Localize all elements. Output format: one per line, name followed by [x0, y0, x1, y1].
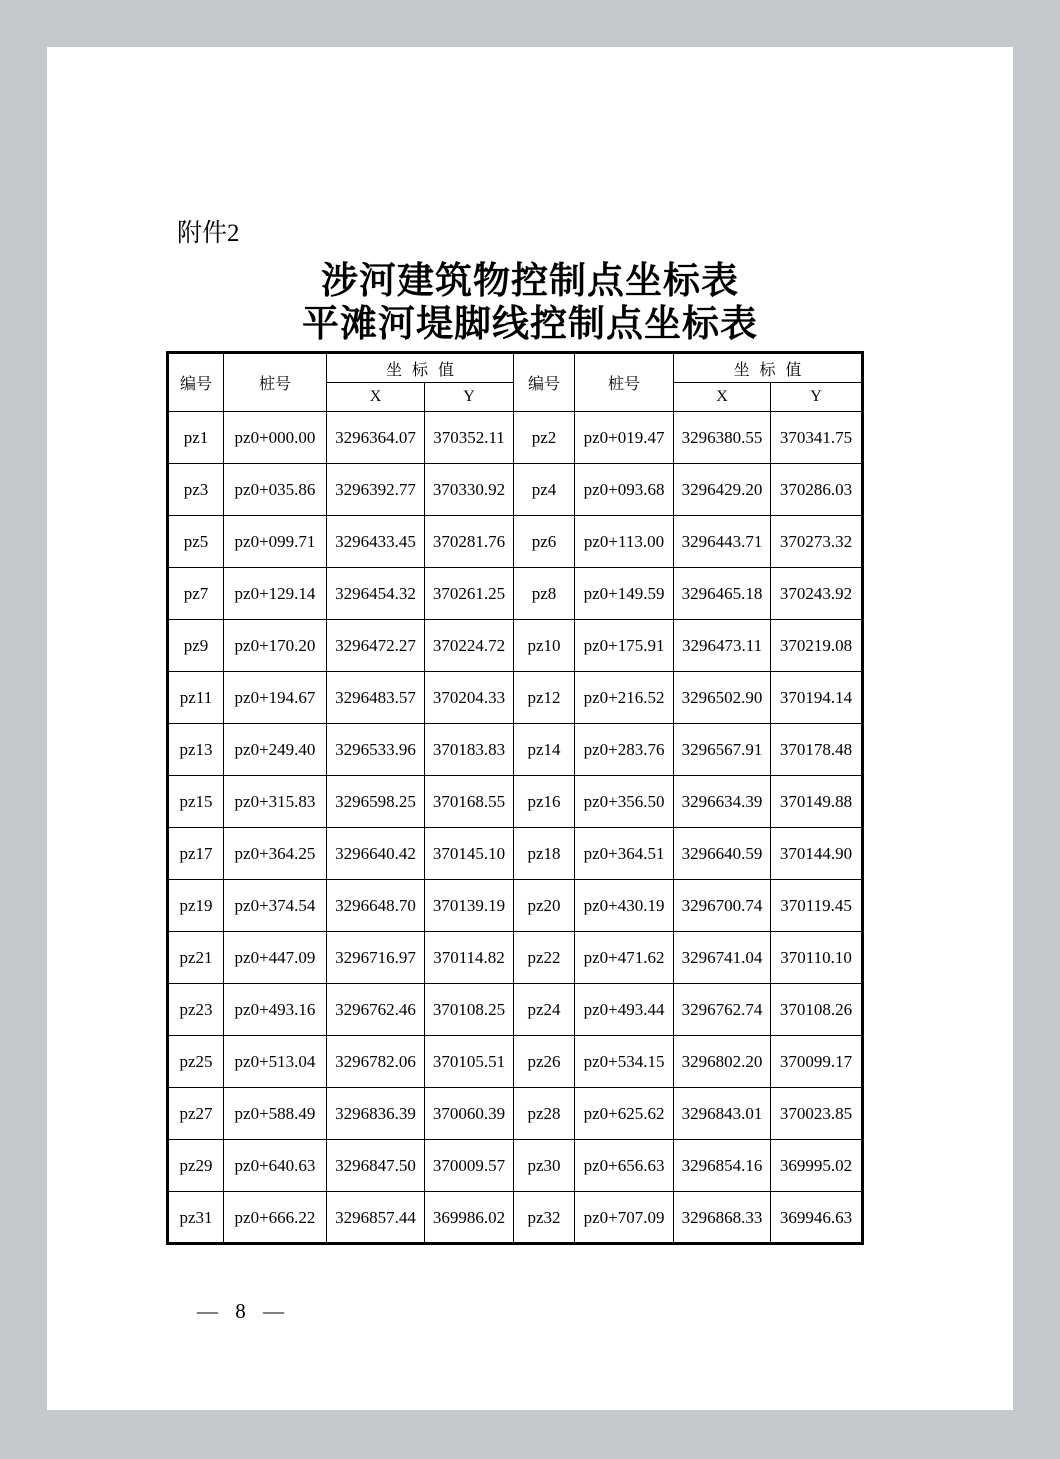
- cell-y: 370108.25: [425, 984, 514, 1036]
- header-stake-right: 桩号: [575, 353, 674, 412]
- cell-x: 3296364.07: [327, 412, 425, 464]
- cell-x: 3296640.59: [674, 828, 771, 880]
- table-row: [168, 620, 863, 672]
- table-row: [168, 412, 863, 464]
- cell-stake: pz0+035.86: [224, 464, 327, 516]
- cell-id: pz5: [168, 516, 224, 568]
- cell-x: 3296429.20: [674, 464, 771, 516]
- title-line-2: 平滩河堤脚线控制点坐标表: [302, 304, 758, 345]
- header-id-left: 编号: [168, 353, 224, 412]
- cell-y: 370168.55: [425, 776, 514, 828]
- cell-id: pz3: [168, 464, 224, 516]
- cell-id: pz28: [514, 1088, 575, 1140]
- cell-stake: pz0+216.52: [575, 672, 674, 724]
- cell-x: 3296640.42: [327, 828, 425, 880]
- header-x-left: X: [327, 383, 425, 412]
- attachment-label: 附件2: [177, 220, 240, 247]
- cell-id: pz14: [514, 724, 575, 776]
- cell-stake: pz0+534.15: [575, 1036, 674, 1088]
- cell-x: 3296433.45: [327, 516, 425, 568]
- cell-x: 3296700.74: [674, 880, 771, 932]
- cell-x: 3296443.71: [674, 516, 771, 568]
- cell-id: pz12: [514, 672, 575, 724]
- cell-stake: pz0+283.76: [575, 724, 674, 776]
- cell-x: 3296847.50: [327, 1140, 425, 1192]
- cell-x: 3296762.74: [674, 984, 771, 1036]
- header-coord-left: 坐标值: [327, 353, 514, 383]
- cell-x: 3296634.39: [674, 776, 771, 828]
- cell-id: pz8: [514, 568, 575, 620]
- cell-id: pz2: [514, 412, 575, 464]
- cell-x: 3296716.97: [327, 932, 425, 984]
- cell-stake: pz0+707.09: [575, 1192, 674, 1244]
- cell-stake: pz0+374.54: [224, 880, 327, 932]
- cell-id: pz6: [514, 516, 575, 568]
- cell-id: pz1: [168, 412, 224, 464]
- cell-y: 370273.32: [771, 516, 863, 568]
- cell-id: pz13: [168, 724, 224, 776]
- table-row: [168, 1192, 863, 1244]
- cell-x: 3296567.91: [674, 724, 771, 776]
- cell-y: 370204.33: [425, 672, 514, 724]
- cell-stake: pz0+315.83: [224, 776, 327, 828]
- page-number: — 8 —: [197, 1299, 284, 1323]
- cell-x: 3296502.90: [674, 672, 771, 724]
- cell-id: pz32: [514, 1192, 575, 1244]
- cell-stake: pz0+471.62: [575, 932, 674, 984]
- cell-stake: pz0+129.14: [224, 568, 327, 620]
- cell-y: 370145.10: [425, 828, 514, 880]
- cell-stake: pz0+513.04: [224, 1036, 327, 1088]
- header-id-right: 编号: [514, 353, 575, 412]
- cell-stake: pz0+194.67: [224, 672, 327, 724]
- table-row: [168, 880, 863, 932]
- cell-stake: pz0+625.62: [575, 1088, 674, 1140]
- cell-x: 3296392.77: [327, 464, 425, 516]
- cell-id: pz21: [168, 932, 224, 984]
- header-stake-left: 桩号: [224, 353, 327, 412]
- cell-y: 370110.10: [771, 932, 863, 984]
- cell-stake: pz0+364.51: [575, 828, 674, 880]
- cell-y: 370183.83: [425, 724, 514, 776]
- cell-y: 370108.26: [771, 984, 863, 1036]
- cell-y: 370009.57: [425, 1140, 514, 1192]
- table-row: [168, 984, 863, 1036]
- cell-y: 370114.82: [425, 932, 514, 984]
- cell-id: pz16: [514, 776, 575, 828]
- header-coord-right: 坐标值: [674, 353, 863, 383]
- document-title: [47, 260, 1013, 346]
- table-row: [168, 1036, 863, 1088]
- document-page: [47, 47, 1013, 1410]
- table-row: [168, 776, 863, 828]
- table-header: [168, 353, 863, 412]
- cell-y: 370149.88: [771, 776, 863, 828]
- cell-stake: pz0+099.71: [224, 516, 327, 568]
- cell-stake: pz0+149.59: [575, 568, 674, 620]
- cell-id: pz24: [514, 984, 575, 1036]
- cell-x: 3296802.20: [674, 1036, 771, 1088]
- cell-stake: pz0+493.44: [575, 984, 674, 1036]
- coordinates-table: [166, 351, 864, 1245]
- cell-stake: pz0+364.25: [224, 828, 327, 880]
- cell-id: pz11: [168, 672, 224, 724]
- table-row: [168, 1140, 863, 1192]
- cell-y: 369986.02: [425, 1192, 514, 1244]
- cell-y: 370341.75: [771, 412, 863, 464]
- cell-stake: pz0+249.40: [224, 724, 327, 776]
- cell-id: pz4: [514, 464, 575, 516]
- cell-y: 370023.85: [771, 1088, 863, 1140]
- cell-stake: pz0+175.91: [575, 620, 674, 672]
- header-x-right: X: [674, 383, 771, 412]
- header-y-left: Y: [425, 383, 514, 412]
- table-row: [168, 568, 863, 620]
- cell-y: 370139.19: [425, 880, 514, 932]
- cell-id: pz7: [168, 568, 224, 620]
- cell-x: 3296854.16: [674, 1140, 771, 1192]
- cell-y: 370281.76: [425, 516, 514, 568]
- cell-stake: pz0+447.09: [224, 932, 327, 984]
- cell-y: 370144.90: [771, 828, 863, 880]
- cell-stake: pz0+356.50: [575, 776, 674, 828]
- cell-y: 370099.17: [771, 1036, 863, 1088]
- cell-id: pz15: [168, 776, 224, 828]
- cell-id: pz27: [168, 1088, 224, 1140]
- cell-y: 370194.14: [771, 672, 863, 724]
- cell-y: 370352.11: [425, 412, 514, 464]
- cell-id: pz9: [168, 620, 224, 672]
- cell-y: 370105.51: [425, 1036, 514, 1088]
- cell-x: 3296472.27: [327, 620, 425, 672]
- table-row: [168, 516, 863, 568]
- cell-id: pz20: [514, 880, 575, 932]
- cell-x: 3296533.96: [327, 724, 425, 776]
- cell-id: pz22: [514, 932, 575, 984]
- cell-stake: pz0+430.19: [575, 880, 674, 932]
- cell-stake: pz0+588.49: [224, 1088, 327, 1140]
- cell-id: pz23: [168, 984, 224, 1036]
- cell-id: pz29: [168, 1140, 224, 1192]
- cell-x: 3296473.11: [674, 620, 771, 672]
- cell-y: 370178.48: [771, 724, 863, 776]
- table-body: [168, 412, 863, 1244]
- cell-id: pz31: [168, 1192, 224, 1244]
- cell-x: 3296741.04: [674, 932, 771, 984]
- cell-y: 370119.45: [771, 880, 863, 932]
- cell-y: 369995.02: [771, 1140, 863, 1192]
- table-row: [168, 932, 863, 984]
- title-line-1: 涉河建筑物控制点坐标表: [321, 261, 739, 302]
- cell-id: pz30: [514, 1140, 575, 1192]
- cell-x: 3296483.57: [327, 672, 425, 724]
- table-row: [168, 672, 863, 724]
- table-row: [168, 828, 863, 880]
- cell-x: 3296843.01: [674, 1088, 771, 1140]
- cell-id: pz10: [514, 620, 575, 672]
- cell-x: 3296868.33: [674, 1192, 771, 1244]
- cell-x: 3296762.46: [327, 984, 425, 1036]
- cell-y: 370219.08: [771, 620, 863, 672]
- cell-id: pz25: [168, 1036, 224, 1088]
- cell-id: pz17: [168, 828, 224, 880]
- cell-stake: pz0+093.68: [575, 464, 674, 516]
- cell-stake: pz0+019.47: [575, 412, 674, 464]
- cell-id: pz19: [168, 880, 224, 932]
- table-row: [168, 464, 863, 516]
- cell-stake: pz0+000.00: [224, 412, 327, 464]
- cell-y: 370060.39: [425, 1088, 514, 1140]
- cell-y: 370243.92: [771, 568, 863, 620]
- cell-x: 3296598.25: [327, 776, 425, 828]
- cell-y: 370224.72: [425, 620, 514, 672]
- table-row: [168, 724, 863, 776]
- cell-x: 3296648.70: [327, 880, 425, 932]
- cell-stake: pz0+493.16: [224, 984, 327, 1036]
- table-row: [168, 1088, 863, 1140]
- cell-x: 3296454.32: [327, 568, 425, 620]
- cell-y: 370330.92: [425, 464, 514, 516]
- cell-x: 3296380.55: [674, 412, 771, 464]
- header-y-right: Y: [771, 383, 863, 412]
- cell-y: 369946.63: [771, 1192, 863, 1244]
- cell-id: pz18: [514, 828, 575, 880]
- cell-stake: pz0+656.63: [575, 1140, 674, 1192]
- cell-y: 370286.03: [771, 464, 863, 516]
- cell-y: 370261.25: [425, 568, 514, 620]
- cell-x: 3296836.39: [327, 1088, 425, 1140]
- cell-stake: pz0+113.00: [575, 516, 674, 568]
- cell-x: 3296782.06: [327, 1036, 425, 1088]
- cell-stake: pz0+170.20: [224, 620, 327, 672]
- cell-x: 3296465.18: [674, 568, 771, 620]
- cell-stake: pz0+640.63: [224, 1140, 327, 1192]
- cell-id: pz26: [514, 1036, 575, 1088]
- cell-x: 3296857.44: [327, 1192, 425, 1244]
- cell-stake: pz0+666.22: [224, 1192, 327, 1244]
